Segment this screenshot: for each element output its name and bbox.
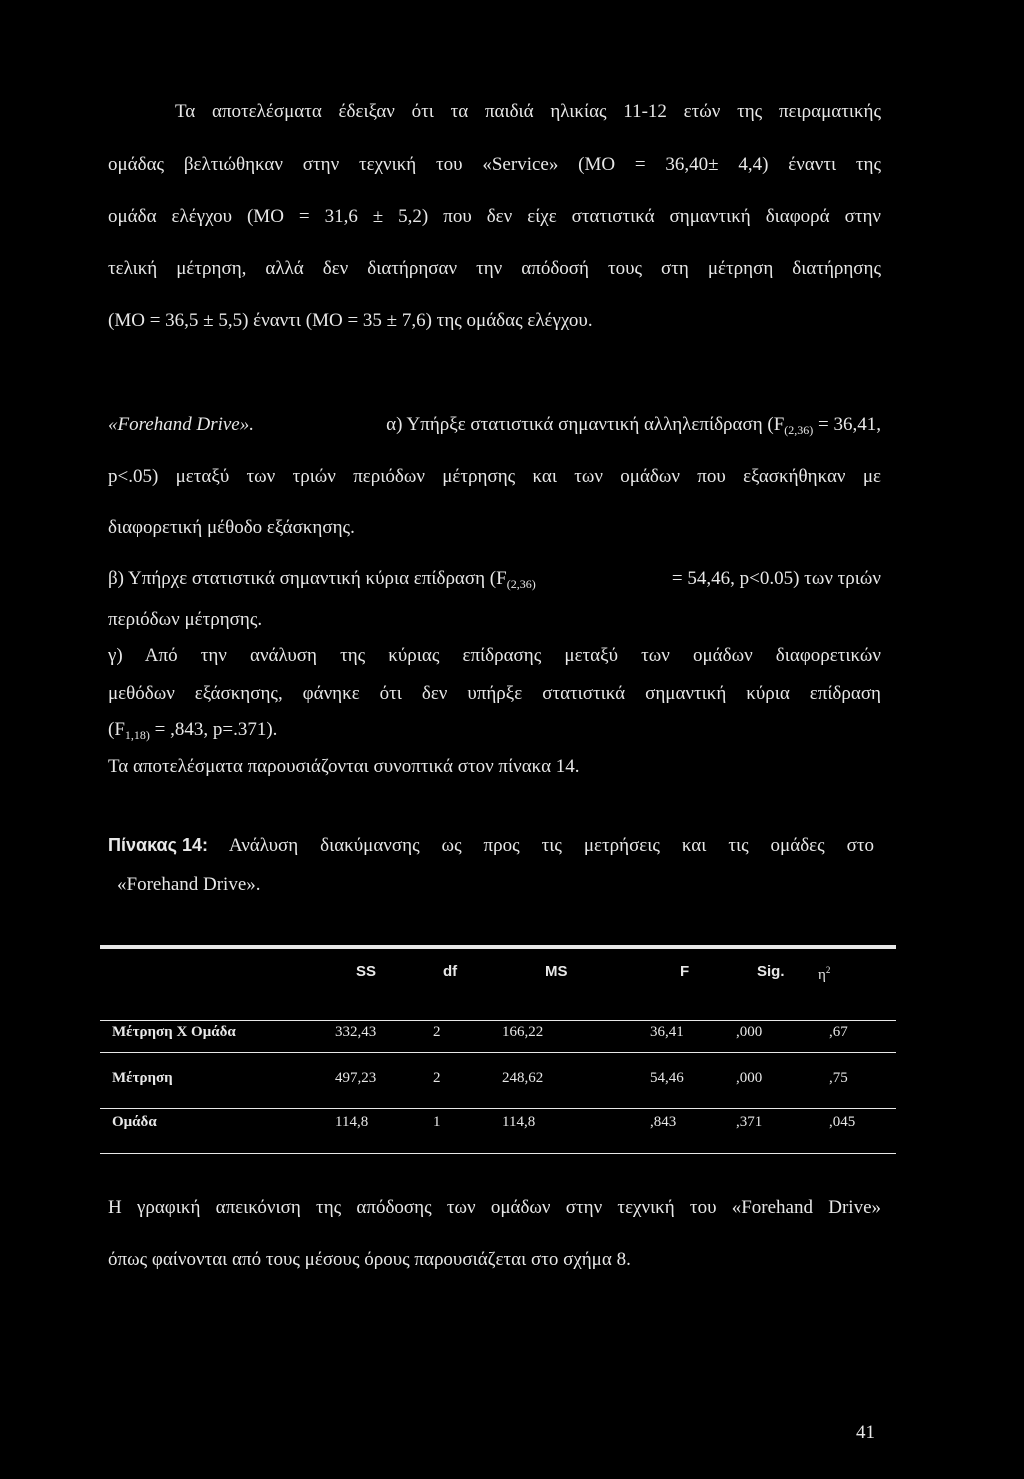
- cell-ms: 248,62: [502, 1070, 544, 1086]
- paragraph-4-line-3: [108, 719, 278, 742]
- subscript-df: (2,36): [784, 423, 814, 437]
- paragraph-3-text: β) Υπήρχε στατιστικά σημαντική κύρια επίδραση (F: [108, 568, 507, 589]
- cell-sig: ,000: [736, 1024, 763, 1040]
- paragraph-4-f: (F: [108, 719, 125, 740]
- header-df: df: [443, 963, 458, 980]
- table-caption-line-2: «Forehand Drive».: [117, 874, 261, 895]
- paragraph-2-line-2: p<.05) μεταξύ των τριών περιόδων μέτρησης και των ομάδων που εξασκήθηκαν με: [108, 466, 881, 487]
- cell-f: ,843: [650, 1114, 677, 1130]
- table-bottom-rule: [100, 1153, 896, 1154]
- paragraph-3-line-2: περιόδων μέτρησης.: [108, 609, 263, 630]
- cell-ms: 166,22: [502, 1024, 544, 1040]
- paragraph-1-line-1: Τα αποτελέσματα έδειξαν ότι τα παιδιά ηλικίας 11-12 ετών της πειραματικής: [175, 101, 881, 122]
- cell-sig: ,371: [736, 1114, 763, 1130]
- row-label: Μέτρηση Χ Ομάδα: [112, 1024, 236, 1040]
- cell-sig: ,000: [736, 1070, 763, 1086]
- header-ss: SS: [356, 963, 377, 980]
- table-header-rule: [100, 1020, 896, 1021]
- header-eta-symbol: η: [818, 967, 826, 983]
- paragraph-3-text-end: = 54,46, p<0.05) των τριών: [671, 568, 881, 589]
- header-eta: [818, 966, 830, 983]
- paragraph-2-line-3: διαφορετική μέθοδο εξάσκησης.: [108, 517, 355, 538]
- cell-ms: 114,8: [502, 1114, 536, 1130]
- cell-eta: ,045: [829, 1114, 856, 1130]
- header-f: F: [680, 963, 690, 980]
- paragraph-1-line-2: ομάδας βελτιώθηκαν στην τεχνική του «Service» (ΜΟ = 36,40± 4,4) έναντι της: [108, 154, 881, 175]
- paragraph-2-line-1: [108, 414, 881, 437]
- paragraph-1-line-4: τελική μέτρηση, αλλά δεν διατήρησαν την απόδοσή τους στη μέτρηση διατήρησης: [108, 258, 881, 279]
- table-row-rule: [100, 1108, 896, 1109]
- paragraph-3-line-1: [108, 568, 881, 591]
- cell-df: 2: [433, 1024, 441, 1040]
- cell-eta: ,67: [829, 1024, 848, 1040]
- paragraph-3-spacer: [506, 568, 881, 591]
- subscript-df: (2,36): [506, 577, 536, 591]
- cell-ss: 497,23: [335, 1070, 377, 1086]
- cell-eta: ,75: [829, 1070, 848, 1086]
- page-number: 41: [856, 1422, 875, 1443]
- paragraph-5-line-2: όπως φαίνονται από τους μέσους όρους παρουσιάζεται στο σχήμα 8.: [108, 1249, 631, 1270]
- subscript-df: 1,18): [124, 728, 150, 742]
- cell-df: 2: [433, 1070, 441, 1086]
- table-caption-label: Πίνακας 14:: [108, 835, 208, 855]
- table-top-rule: [100, 945, 896, 949]
- paragraph-5-line-1: Η γραφική απεικόνιση της απόδοσης των ομάδων στην τεχνική του «Forehand Drive»: [108, 1197, 881, 1218]
- row-label: Μέτρηση: [112, 1070, 173, 1086]
- paragraph-2-text: α) Υπήρξε στατιστικά σημαντική αλληλεπίδραση (F: [386, 414, 785, 435]
- cell-f: 54,46: [650, 1070, 684, 1086]
- cell-df: 1: [433, 1114, 441, 1130]
- header-eta-exponent: 2: [825, 965, 831, 975]
- paragraph-2-line-1-body: [386, 414, 881, 437]
- cell-ss: 114,8: [335, 1114, 369, 1130]
- paragraph-4-line-2: μεθόδων εξάσκησης, φάνηκε ότι δεν υπήρξε στατιστικά σημαντική κύρια επίδραση: [108, 683, 881, 704]
- paragraph-1-line-5: (ΜΟ = 36,5 ± 5,5) έναντι (ΜΟ = 35 ± 7,6) της ομάδας ελέγχου.: [108, 310, 593, 331]
- paragraph-4-line-4: Τα αποτελέσματα παρουσιάζονται συνοπτικά στον πίνακα 14.: [108, 756, 580, 777]
- table-caption-line-1: [108, 836, 874, 855]
- table-caption-text: Ανάλυση διακύμανσης ως προς τις μετρήσεις και τις ομάδες στο: [207, 835, 874, 856]
- table-row-rule: [100, 1052, 896, 1053]
- paragraph-4-text-end: = ,843, p=.371).: [149, 719, 278, 740]
- forehand-drive-title: «Forehand Drive».: [108, 414, 254, 435]
- header-ms: MS: [545, 963, 568, 980]
- row-label: Ομάδα: [112, 1114, 157, 1130]
- paragraph-4-line-1: γ) Από την ανάλυση της κύριας επίδρασης μεταξύ των ομάδων διαφορετικών: [108, 645, 881, 666]
- cell-f: 36,41: [650, 1024, 684, 1040]
- paragraph-1-line-3: ομάδα ελέγχου (ΜΟ = 31,6 ± 5,2) που δεν είχε στατιστικά σημαντική διαφορά στην: [108, 206, 881, 227]
- header-sig: Sig.: [757, 963, 785, 980]
- cell-ss: 332,43: [335, 1024, 377, 1040]
- paragraph-2-text-end: = 36,41,: [813, 414, 881, 435]
